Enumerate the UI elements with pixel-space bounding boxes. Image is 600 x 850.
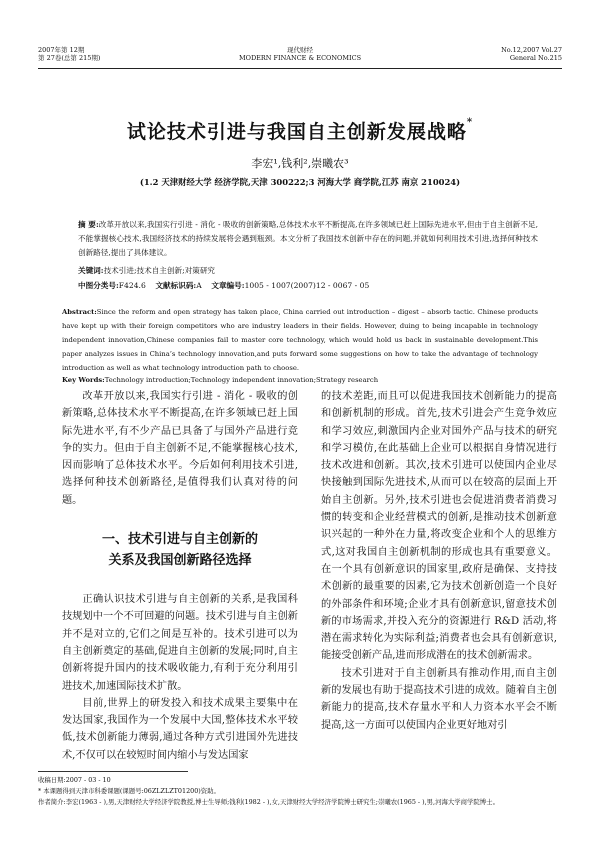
- body-column-right: [321, 388, 557, 734]
- section-heading-line: 一、技术引进与自主创新的: [101, 532, 258, 548]
- header-issue-line: 2007年第 12期: [38, 46, 85, 54]
- body-column-left: [62, 388, 298, 764]
- footnotes: [38, 775, 552, 808]
- classification-line: [78, 279, 538, 293]
- body-paragraph: 正确认识技术引进与自主创新的关系,是我国科技规划中一个不可回避的问题。技术引进与自主创新并不是对立的,它们之间是互补的。技术引进可以为自主创新奠定的基础,促进自主创新的发展;同时,自主创新将提升国内的技术吸收能力,有利于充分利用引进技术,加速国际技术扩散。: [62, 594, 298, 692]
- paper-authors: 李宏¹,钱利²,崇曦农³: [251, 157, 349, 170]
- keywords-en-text: Technology introduction;Technology independent innovation;Strategy research: [104, 376, 379, 384]
- abstract-en-text: Since the reform and open strategy has taken place, China carried out introduction – digest – absorb tactic. Chinese products have kept up with their foreign competitors who are industry leaders in their fields. However, duing to being incapable in technology independent innovation,Chinese companies fail to master core technology, which would hold us back in sustainable development.This paper analyzes issues in China’s technology innovation,and puts forward some suggestions on how to take the advantage of technology introduction as well as what technology introduction path to choose.: [62, 308, 538, 372]
- header-issue-number: [501, 46, 562, 62]
- section-heading-line: 关系及我国创新路径选择: [108, 553, 252, 569]
- abstract-zh-label: 摘 要:: [78, 220, 99, 229]
- header-journal-en: MODERN FINANCE & ECONOMICS: [238, 54, 362, 62]
- header-rule: [38, 68, 562, 69]
- footnote-rule: [38, 771, 188, 772]
- body-paragraph: 目前,世界上的研发投入和技术成果主要集中在发达国家,我国作为一个发展中大国,整体技术水平较低,技术创新能力薄弱,通过各种方式引进国外先进技术,不仅可以在较短时间内缩小与发达国家: [62, 697, 298, 761]
- body-paragraph: 的技术差距,而且可以促进我国技术创新能力的提高和创新机制的形成。首先,技术引进会产生竞争效应和学习效应,刺激国内企业对国外产品与技术的研究和学习模仿,在此基础上企业可以根据自身情况进行技术改进和创新。其次,技术引进可以使国内企业尽快接触到国际先进技术,从而可以在较高的层面上开始自主创新。另外,技术引进也会促进消费者消费习惯的转变和企业经营模式的创新,是推动技术创新意识兴起的一种外在力量,将改变企业和个人的思维方式,这对我国自主创新机制的形成也具有重要意义。在一个具有创新意识的国家里,政府是确保、支持技术创新的最重要的因素,它为技术创新创造一个良好的外部条件和环境;企业才具有创新意识,留意技术创新的市场需求,并投入充分的资源进行 R&D 活动,将潜在需求转化为实际利益;消费者也会具有创新意识,能接受创新产品,进而形成潜在的技术创新需求。: [321, 391, 557, 662]
- header-journal-zh: 现代财经: [287, 46, 313, 54]
- article-no-label: 文章编号:: [211, 281, 245, 290]
- body-paragraph: 技术引进对于自主创新具有推动作用,而自主创新的发展也有助于提高技术引进的成效。随着自主创新能力的提高,技术存量水平和人力资本水平会不断提高,这一方面可以使国内企业更好地对引: [321, 667, 557, 731]
- body-paragraph: 改革开放以来,我国实行引进 - 消化 - 吸收的创新策略,总体技术水平不断提高,在许多领域已赶上国际先进水平,有不少产品已具备了与国外产品进行竞争的实力。但由于自主创新不足,不能掌握核心技术,因而影响了总体技术水平。今后如何利用技术引进,选择何种技术创新路径,是值得我们认真对待的问题。: [62, 391, 298, 506]
- keywords-zh-label: 关键词:: [78, 266, 104, 275]
- clc-label: 中图分类号:: [78, 281, 119, 290]
- paper-title-text: 试论技术引进与我国自主创新发展战略: [126, 121, 467, 143]
- keywords-en-label: Key Words:: [62, 376, 105, 384]
- header-number-line: No.12,2007 Vol.27: [501, 46, 562, 54]
- keywords-en: [62, 374, 538, 387]
- header-volume-line: 第 27卷(总第 215期): [38, 54, 101, 62]
- footnote-author-info: 作者简介:李宏(1963 - ),男,天津财经大学经济学院教授,博士生导师;钱利(1982 - ),女,天津财经大学经济学院博士研究生;崇曦农(1965 - ),男,河海大学商学院博士。: [38, 798, 499, 806]
- footnote-fund: * 本课题得到天津市科委课题(课题号:06ZLZLZT01200)资助。: [38, 787, 220, 795]
- header-general-line: General No.215: [509, 54, 562, 62]
- abstract-zh-text: 改革开放以来,我国实行引进 - 消化 - 吸收的创新策略,总体技术水平不断提高,在许多领域已赶上国际先进水平,但由于自主创新不足,不能掌握核心技术,我国经济技术的持续发展将会遇到瓶颈。本文分析了我国技术创新中存在的问题,并就如何利用技术引进,选择何种技术创新路径,提出了具体建议。: [78, 220, 538, 257]
- doc-code-value: A: [196, 281, 202, 290]
- title-footnote-mark: *: [466, 117, 474, 128]
- keywords-zh-text: 技术引进;技术自主创新;对策研究: [103, 266, 216, 275]
- clc-value: F424.6: [118, 281, 146, 290]
- footnote-received: 收稿日期:2007 - 03 - 10: [38, 776, 111, 784]
- running-header: [38, 44, 562, 70]
- abstract-en-label: Abstract:: [62, 308, 97, 316]
- doc-code-label: 文献标识码:: [155, 281, 197, 290]
- keywords-zh: [78, 264, 538, 278]
- paper-affiliation: (1.2 天津财经大学 经济学院,天津 300222;3 河海大学 商学院,江苏 南京 210024): [139, 177, 461, 187]
- abstract-zh: [78, 218, 538, 260]
- abstract-en: [62, 305, 538, 375]
- paper-title: [0, 117, 600, 144]
- article-no-value: 1005 - 1007(2007)12 - 0067 - 05: [244, 281, 370, 290]
- section-heading-1: [62, 529, 298, 571]
- header-journal-name: [38, 46, 562, 62]
